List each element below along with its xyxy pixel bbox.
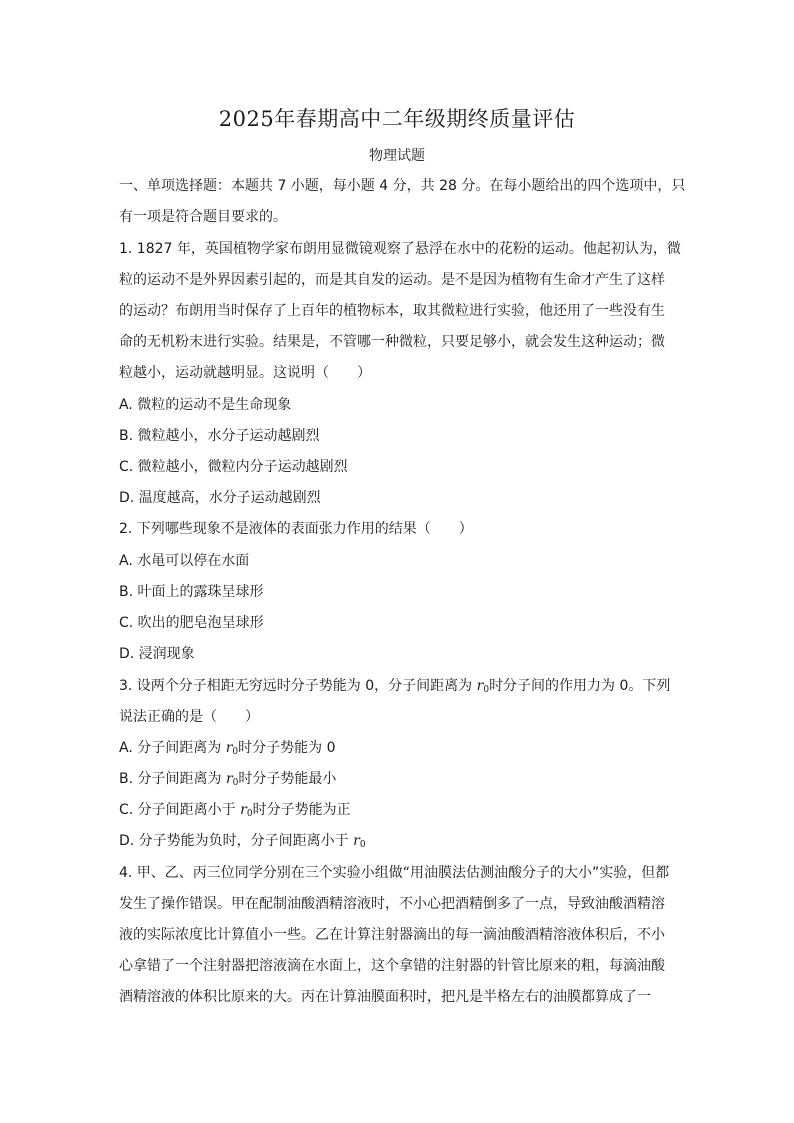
- q4-stem-line: 发生了操作错误。甲在配制油酸酒精溶液时，不小心把酒精倒多了一点，导致油酸酒精溶: [119, 896, 665, 912]
- r0-symbol: $r_0$: [476, 678, 490, 695]
- q4-stem-line: 酒精溶液的体积比原来的大。丙在计算油膜面积时，把凡是半格左右的油膜都算成了一: [119, 989, 651, 1005]
- q2-stem: 2. 下列哪些现象不是液体的表面张力作用的结果（ ）: [119, 521, 473, 537]
- q4-stem-line: 4. 甲、乙、丙三位同学分别在三个实验小组做“用油膜法估测油酸分子的大小”实验，但都: [119, 865, 670, 881]
- q4-stem-line: 液的实际浓度比计算值小一些。乙在计算注射器滴出的每一滴油酸酒精溶液体积后，不小: [119, 927, 665, 943]
- q3-stem-line: [119, 677, 670, 699]
- q2-option-d: D. 浸润现象: [119, 646, 195, 662]
- q1-option-b: B. 微粒越小，水分子运动越剧烈: [119, 428, 320, 444]
- r0-symbol: $r_0$: [225, 740, 239, 757]
- exam-subtitle: 物理试题: [369, 148, 425, 164]
- q3-stem-text: 时分子间的作用力为 0。下列: [489, 678, 671, 694]
- q2-option-b: B. 叶面上的露珠呈球形: [119, 584, 264, 600]
- q1-option-c: C. 微粒越小，微粒内分子运动越剧烈: [119, 459, 348, 475]
- q2-option-c: C. 吹出的肥皂泡呈球形: [119, 615, 264, 631]
- q3-option-d: D. 分子势能为负时，分子间距离小于 $r_0$: [119, 833, 366, 850]
- q1-stem-line: 命的无机粉末进行实验。结果是，不管哪一种微粒，只要足够小，就会发生这种运动；微: [119, 334, 665, 350]
- q3-stem-line: 说法正确的是（ ）: [119, 709, 259, 725]
- q1-stem-line: 粒的运动不是外界因素引起的，而是其自发的运动。是不是因为植物有生命才产生了这样: [119, 272, 665, 288]
- q1-stem-line: 的运动？布朗用当时保存了上百年的植物标本，取其微粒进行实验，他还用了一些没有生: [119, 303, 665, 319]
- section1-line: 一、单项选择题：本题共 7 小题，每小题 4 分，共 28 分。在每小题给出的四个选项中，只: [119, 178, 686, 194]
- q1-stem-line: 粒越小，运动就越明显。这说明（ ）: [119, 365, 371, 381]
- q3-option-b: B. 分子间距离为 $r_0$时分子势能最小: [119, 771, 337, 788]
- q4-stem-line: 心拿错了一个注射器把溶液滴在水面上，这个拿错的注射器的针管比原来的粗，每滴油酸: [119, 958, 665, 974]
- r0-symbol: $r_0$: [240, 802, 253, 819]
- r0-symbol: $r_0$: [353, 833, 366, 850]
- q1-stem-line: 1. 1827 年，英国植物学家布朗用显微镜观察了悬浮在水中的花粉的运动。他起初认为，微: [119, 241, 681, 257]
- q1-option-d: D. 温度越高，水分子运动越剧烈: [119, 490, 321, 506]
- q3-option-a: A. 分子间距离为 $r_0$时分子势能为 0: [119, 740, 336, 757]
- q1-option-a: A. 微粒的运动不是生命现象: [119, 397, 292, 413]
- q3-option-c: C. 分子间距离小于 $r_0$时分子势能为正: [119, 802, 351, 819]
- r0-symbol: $r_0$: [225, 771, 239, 788]
- exam-title: 2025年春期高中二年级期终质量评估: [218, 107, 576, 131]
- section1-line: 有一项是符合题目要求的。: [119, 209, 287, 225]
- q2-option-a: A. 水黾可以停在水面: [119, 553, 250, 569]
- q3-stem-text: 3. 设两个分子相距无穷远时分子势能为 0，分子间距离为: [119, 678, 477, 694]
